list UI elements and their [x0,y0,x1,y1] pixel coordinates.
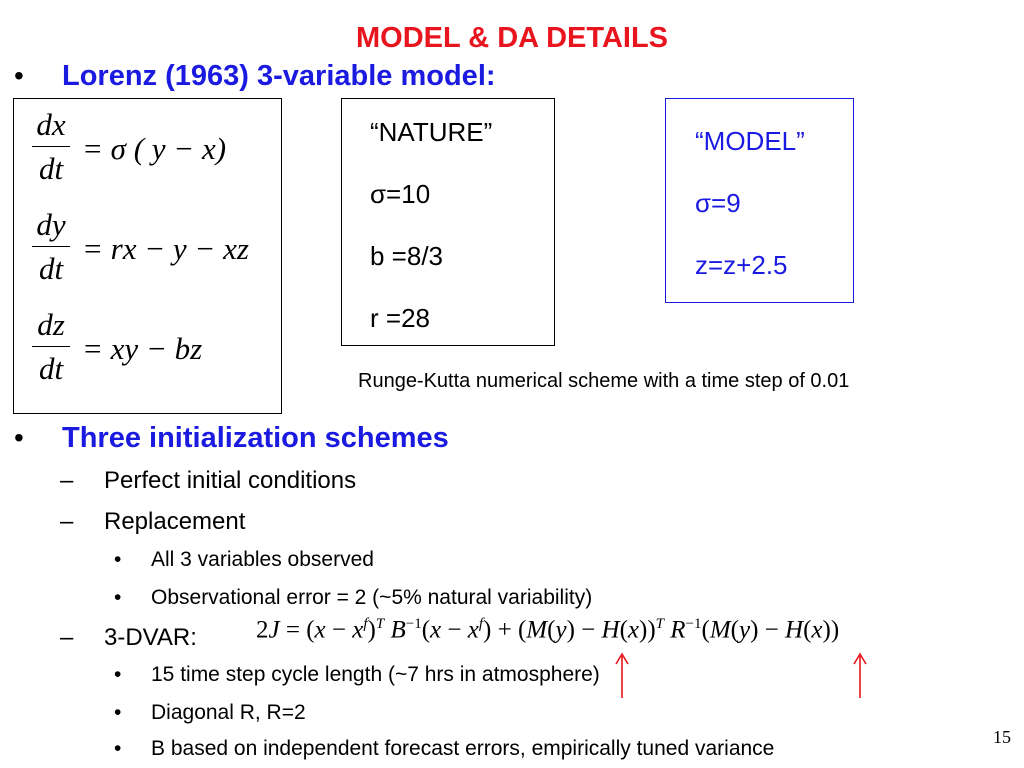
dash-marker: – [60,508,74,535]
sub-bullet-marker: • [114,663,122,686]
sub-bullet-marker: • [114,737,122,760]
init-heading: Three initialization schemes [62,422,449,454]
equation-3-rhs: = xy − bz [82,331,203,366]
dvar-label: 3-DVAR: [104,624,197,651]
model-sigma: σ=9 [695,188,741,218]
lorenz-heading: Lorenz (1963) 3-variable model: [62,60,496,92]
nature-label: “NATURE” [370,117,493,147]
equation-2-fraction [32,209,70,284]
equation-3-fraction [32,309,70,384]
equation-2-denominator: dt [38,251,64,286]
dash-marker: – [60,467,74,494]
equation-3-numerator: dz [37,307,65,342]
equation-2-rhs: = rx − y − xz [82,231,249,266]
runge-kutta-note: Runge-Kutta numerical scheme with a time step of 0.01 [358,370,850,392]
model-box [665,98,854,303]
replacement-label: Replacement [104,508,246,535]
bullet-marker: • [14,60,24,91]
up-arrow-icon [608,650,638,700]
equation-1-numerator: dx [36,107,66,142]
slide-number: 15 [993,727,1011,747]
nature-r: r =28 [370,303,430,333]
dvar-item: 15 time step cycle length (~7 hrs in atmosphere) [151,663,600,686]
nature-b: b =8/3 [370,241,444,271]
model-label: “MODEL” [695,126,805,156]
sub-bullet-marker: • [114,586,122,609]
replacement-item: All 3 variables observed [151,548,374,571]
replacement-item: Observational error = 2 (~5% natural variability) [151,586,593,609]
equations-box [13,98,282,414]
perfect-initial-conditions: Perfect initial conditions [104,467,357,494]
up-arrow-icon [846,650,876,700]
equation-3-denominator: dt [38,351,64,386]
equation-1-denominator: dt [38,151,64,186]
slide-title: MODEL & DA DETAILS [355,22,669,54]
model-z: z=z+2.5 [695,250,788,280]
dvar-item: B based on independent forecast errors, empirically tuned variance [151,737,775,760]
dash-marker: – [60,624,74,651]
bullet-marker: • [14,422,24,453]
equation-2-numerator: dy [36,207,66,242]
equation-1-rhs: = σ ( y − x) [82,131,227,166]
dvar-cost-function: $2J = (x - x^f)^T$ $B^{-1}(x - x^f) + (M(y) - H(x))^T$ $R^{-1}(M(y) - H(x))$ [256,616,840,644]
equation-1-fraction [32,109,70,184]
sub-bullet-marker: • [114,548,122,571]
nature-sigma: σ=10 [370,179,431,209]
nature-box [341,98,555,346]
sub-bullet-marker: • [114,701,122,724]
dvar-item: Diagonal R, R=2 [151,701,306,724]
